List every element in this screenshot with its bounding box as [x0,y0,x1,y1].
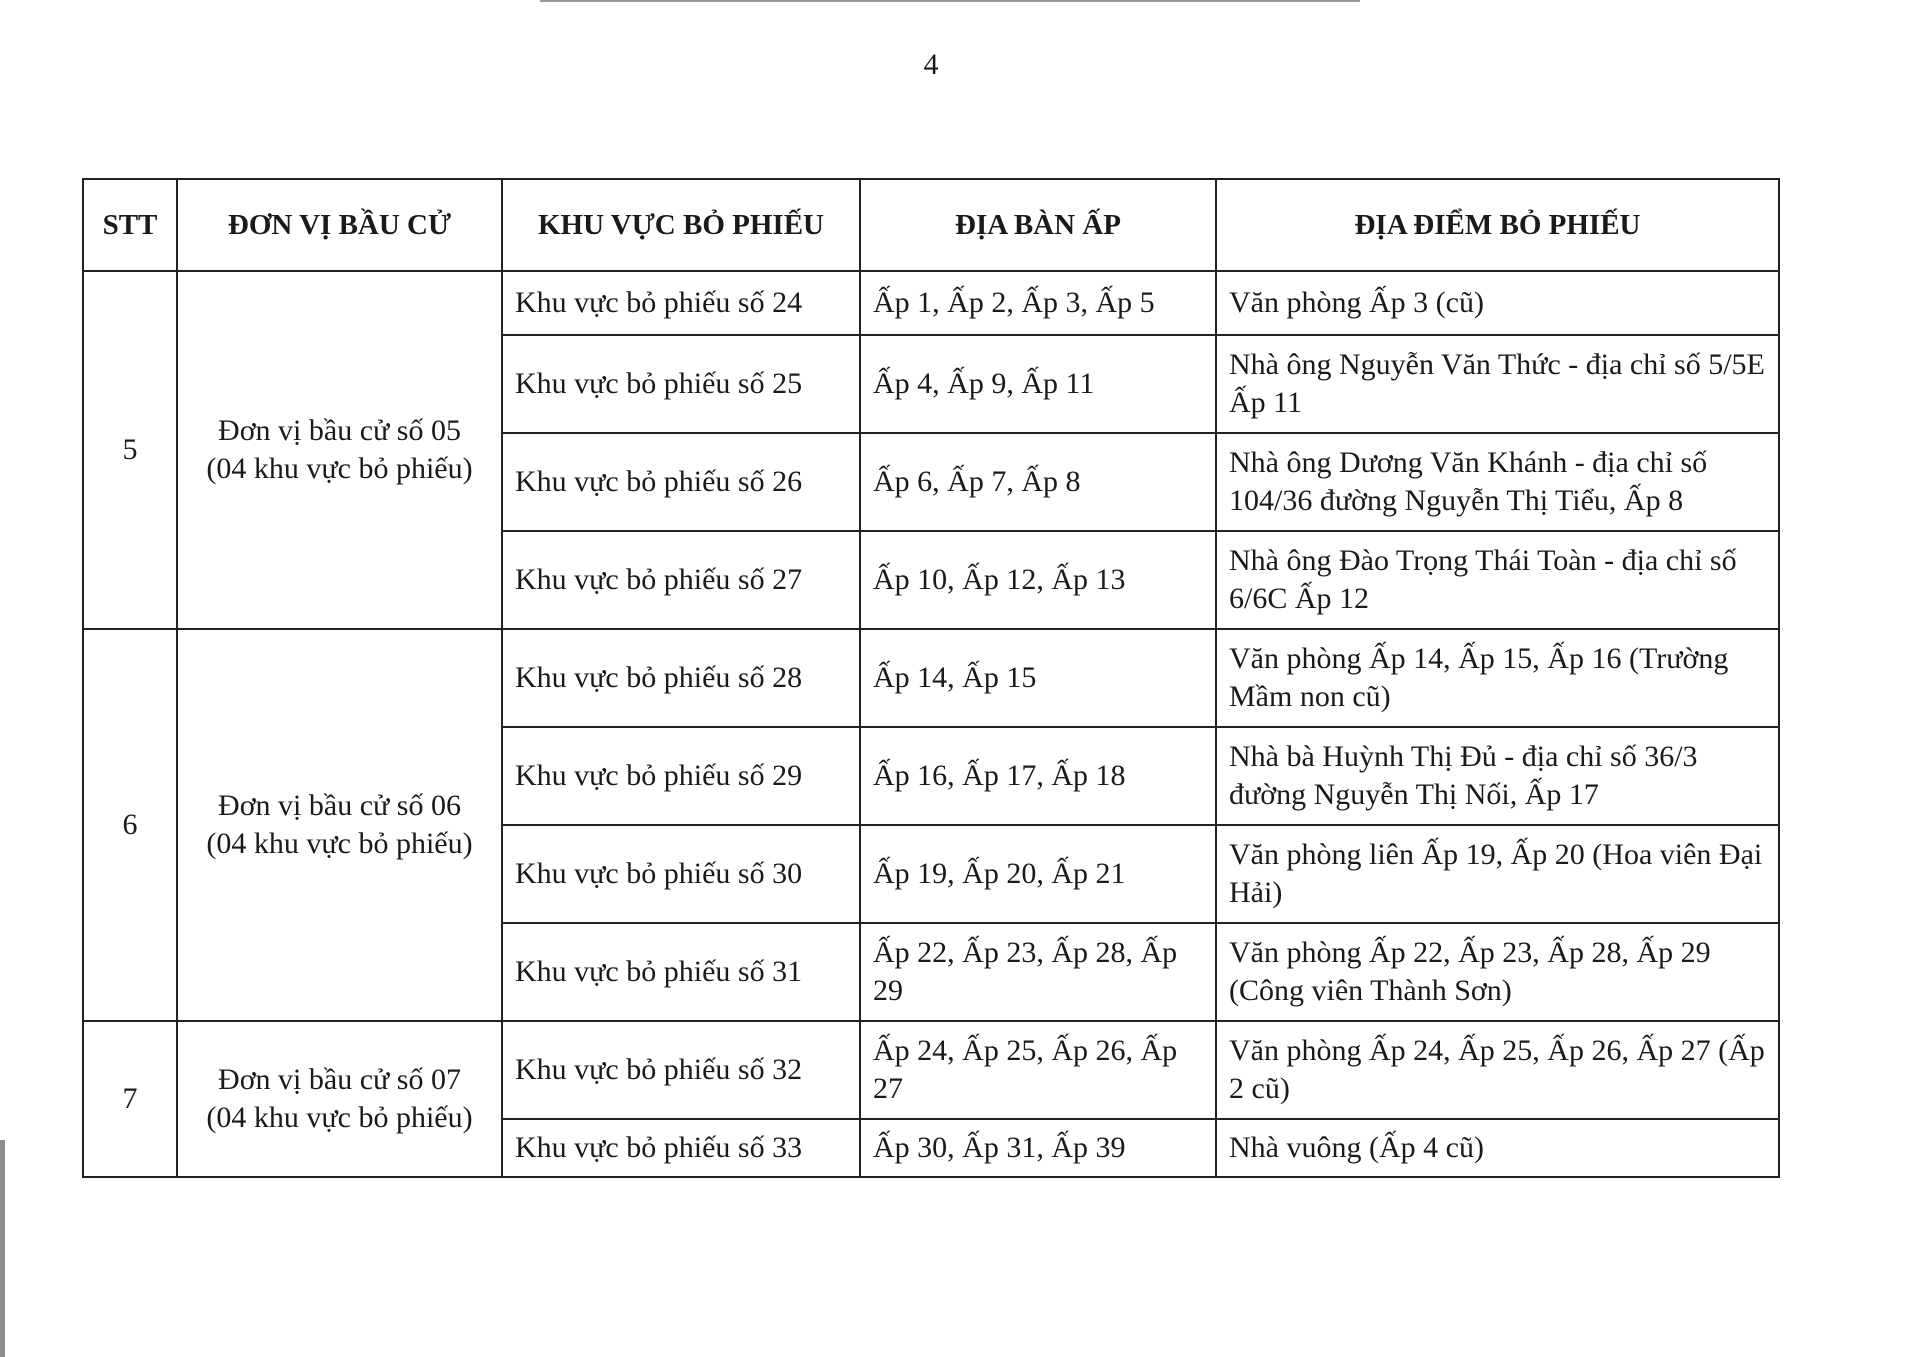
header-hamlet: ĐỊA BÀN ẤP [860,179,1216,271]
place-cell: Văn phòng liên Ấp 19, Ấp 20 (Hoa viên Đại Hải) [1216,825,1779,923]
polling-station-table [82,178,1780,1178]
area-cell: Khu vực bỏ phiếu số 29 [502,727,860,825]
stt-cell: 5 [83,271,177,629]
area-cell: Khu vực bỏ phiếu số 27 [502,531,860,629]
hamlet-cell: Ấp 4, Ấp 9, Ấp 11 [860,335,1216,433]
area-cell: Khu vực bỏ phiếu số 31 [502,923,860,1021]
page-number: 4 [923,48,939,81]
area-cell: Khu vực bỏ phiếu số 28 [502,629,860,727]
area-cell: Khu vực bỏ phiếu số 30 [502,825,860,923]
area-cell: Khu vực bỏ phiếu số 26 [502,433,860,531]
area-cell: Khu vực bỏ phiếu số 24 [502,271,860,335]
left-scan-edge [0,1140,5,1357]
stt-cell: 6 [83,629,177,1021]
unit-cell [177,629,502,1021]
hamlet-cell: Ấp 1, Ấp 2, Ấp 3, Ấp 5 [860,271,1216,335]
hamlet-cell: Ấp 24, Ấp 25, Ấp 26, Ấp 27 [860,1021,1216,1119]
stt-cell: 7 [83,1021,177,1177]
unit-name: Đơn vị bầu cử số 05 [218,414,461,447]
area-cell: Khu vực bỏ phiếu số 32 [502,1021,860,1119]
place-cell: Văn phòng Ấp 24, Ấp 25, Ấp 26, Ấp 27 (Ấp 2 cũ) [1216,1021,1779,1119]
header-unit: ĐƠN VỊ BẦU CỬ [177,179,502,271]
top-scan-rule [540,0,1360,2]
header-area: KHU VỰC BỎ PHIẾU [502,179,860,271]
place-cell: Nhà ông Dương Văn Khánh - địa chỉ số 104/36 đường Nguyễn Thị Tiểu, Ấp 8 [1216,433,1779,531]
hamlet-cell: Ấp 10, Ấp 12, Ấp 13 [860,531,1216,629]
hamlet-cell: Ấp 22, Ấp 23, Ấp 28, Ấp 29 [860,923,1216,1021]
place-cell: Văn phòng Ấp 22, Ấp 23, Ấp 28, Ấp 29 (Công viên Thành Sơn) [1216,923,1779,1021]
place-cell: Nhà vuông (Ấp 4 cũ) [1216,1119,1779,1177]
hamlet-cell: Ấp 16, Ấp 17, Ấp 18 [860,727,1216,825]
hamlet-cell: Ấp 19, Ấp 20, Ấp 21 [860,825,1216,923]
hamlet-cell: Ấp 6, Ấp 7, Ấp 8 [860,433,1216,531]
unit-cell [177,1021,502,1177]
hamlet-cell: Ấp 30, Ấp 31, Ấp 39 [860,1119,1216,1177]
place-cell: Nhà ông Nguyễn Văn Thức - địa chỉ số 5/5E Ấp 11 [1216,335,1779,433]
place-cell: Nhà ông Đào Trọng Thái Toàn - địa chỉ số 6/6C Ấp 12 [1216,531,1779,629]
unit-cell [177,271,502,629]
place-cell: Văn phòng Ấp 3 (cũ) [1216,271,1779,335]
unit-name: Đơn vị bầu cử số 07 [218,1063,461,1096]
unit-count: (04 khu vực bỏ phiếu) [206,452,473,485]
area-cell: Khu vực bỏ phiếu số 33 [502,1119,860,1177]
header-stt: STT [83,179,177,271]
table-row [83,629,1779,727]
area-cell: Khu vực bỏ phiếu số 25 [502,335,860,433]
table-row [83,271,1779,335]
unit-count: (04 khu vực bỏ phiếu) [206,1101,473,1134]
table-header-row [83,179,1779,271]
place-cell: Văn phòng Ấp 14, Ấp 15, Ấp 16 (Trường Mầm non cũ) [1216,629,1779,727]
unit-count: (04 khu vực bỏ phiếu) [206,827,473,860]
unit-name: Đơn vị bầu cử số 06 [218,789,461,822]
place-cell: Nhà bà Huỳnh Thị Đủ - địa chỉ số 36/3 đường Nguyễn Thị Nối, Ấp 17 [1216,727,1779,825]
table-row [83,1021,1779,1119]
header-place: ĐỊA ĐIỂM BỎ PHIẾU [1216,179,1779,271]
hamlet-cell: Ấp 14, Ấp 15 [860,629,1216,727]
